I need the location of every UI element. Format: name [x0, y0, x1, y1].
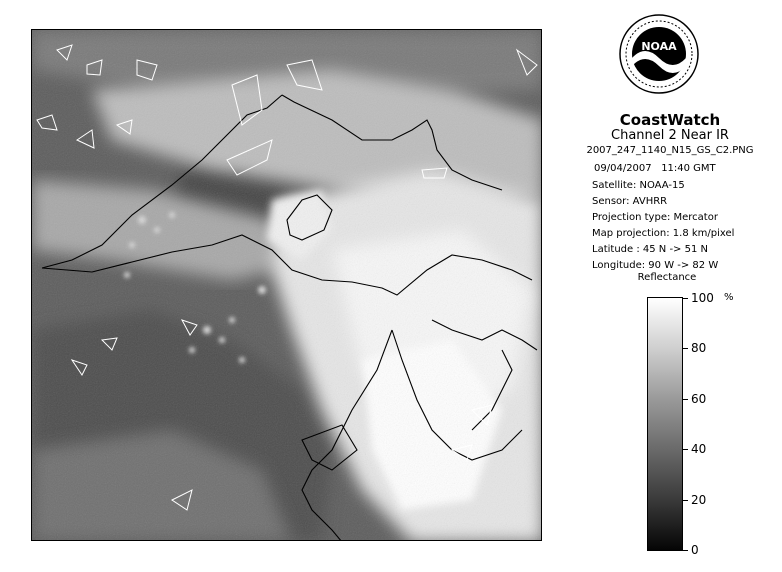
noaa-logo-text: NOAA — [641, 40, 677, 53]
satellite-image — [32, 30, 542, 541]
projection-type: Projection type: Mercator — [592, 212, 718, 223]
colorbar-unit: % — [724, 292, 734, 303]
sensor-info: Sensor: AVHRR — [592, 196, 668, 207]
map-projection: Map projection: 1.8 km/pixel — [592, 228, 735, 239]
product-title: CoastWatch — [619, 111, 721, 129]
colorbar-tick-label: 20 — [691, 492, 707, 507]
image-texture — [32, 30, 542, 541]
colorbar-tick-label: 0 — [691, 543, 699, 557]
channel-name: Channel 2 Near IR — [611, 128, 729, 143]
colorbar-tick-label: 100 — [691, 291, 714, 305]
noaa-seal-icon — [619, 14, 699, 94]
acquisition-datetime — [594, 163, 716, 174]
colorbar — [647, 297, 683, 551]
colorbar-tick — [683, 298, 688, 299]
colorbar-tick — [683, 449, 688, 450]
colorbar-tick — [683, 399, 688, 400]
colorbar-tick — [683, 348, 688, 349]
latitude-range: Latitude : 45 N -> 51 N — [592, 244, 708, 255]
acquisition-date: 09/04/2007 — [594, 163, 652, 174]
colorbar-tick-label: 60 — [691, 391, 707, 406]
colorbar-tick-label: 40 — [691, 442, 707, 457]
colorbar-tick-label: 80 — [691, 341, 707, 356]
acquisition-time: 11:40 GMT — [661, 163, 716, 174]
longitude-range: Longitude: 90 W -> 82 W — [592, 260, 719, 271]
file-name: 2007_247_1140_N15_GS_C2.PNG — [586, 145, 754, 156]
satellite-image-panel — [31, 29, 542, 541]
satellite-info: Satellite: NOAA-15 — [592, 180, 685, 191]
colorbar-tick — [683, 550, 688, 551]
colorbar-tick — [683, 500, 688, 501]
colorbar-title: Reflectance — [637, 272, 697, 283]
